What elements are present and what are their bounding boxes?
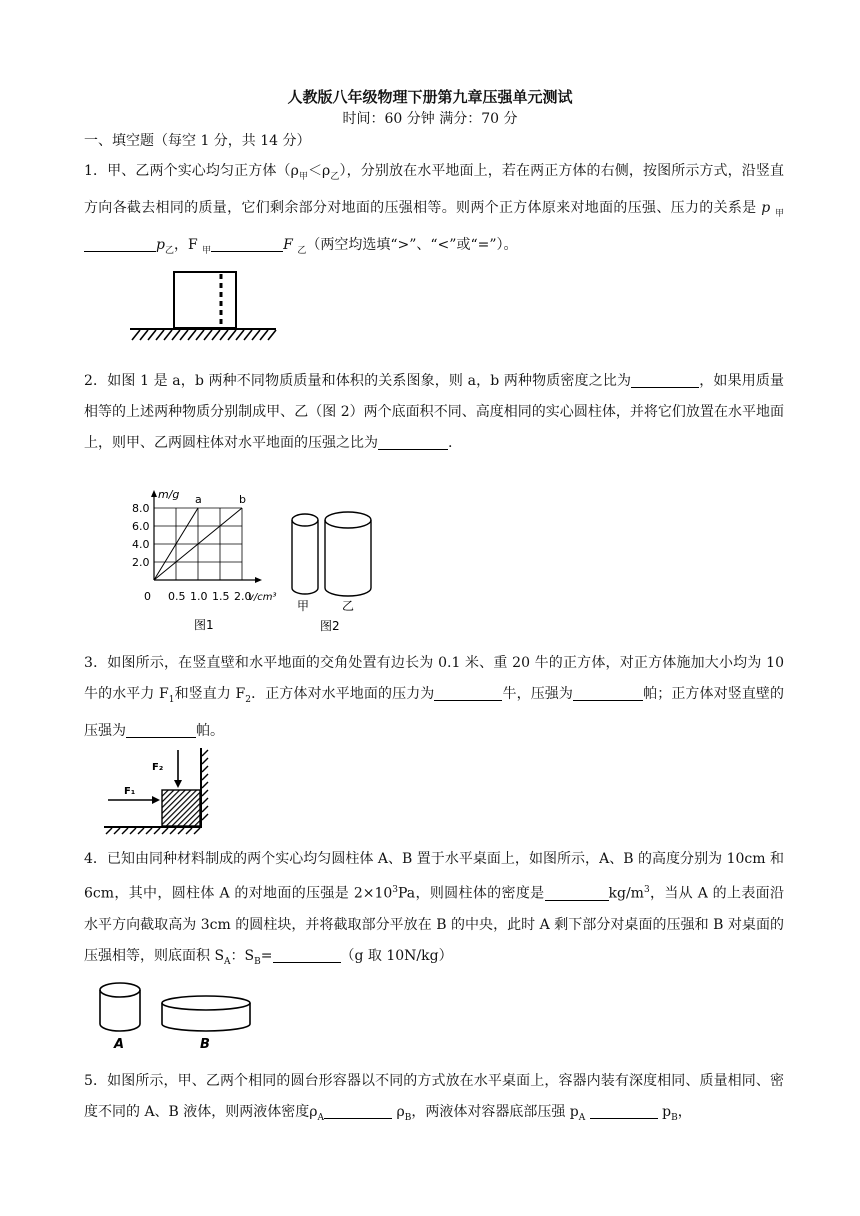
answer-blank[interactable] <box>378 433 448 450</box>
y-tick-label: 2.0 <box>132 556 150 569</box>
x-tick-label: 0.5 <box>168 590 186 603</box>
label-F2: F₂ <box>152 762 164 773</box>
force-F2-arrowhead <box>174 780 182 788</box>
answer-blank[interactable] <box>324 1102 392 1119</box>
cylinder-jia <box>292 514 318 594</box>
y-tick-label: 6.0 <box>132 520 150 533</box>
answer-blank[interactable] <box>573 684 643 701</box>
answer-blank[interactable] <box>434 684 502 701</box>
x-axis-arrow <box>255 577 262 583</box>
label-F1: F₁ <box>124 786 136 797</box>
answer-blank[interactable] <box>211 235 283 252</box>
answer-blank[interactable] <box>273 946 341 963</box>
label-yi: 乙 <box>342 599 355 613</box>
mass-volume-chart <box>126 476 286 636</box>
question-3: 3．如图所示，在竖直壁和水平地面的交角处置有边长为 0.1 米、重 20 牛的正方体，对正方体施加大小均为 10 牛的水平力 $F_1$和竖直力 $F_2$．正方体对水平地面的压力为 牛，压强为 帕；正方体对竖直壁的压强为 帕。 <box>84 655 785 739</box>
answer-blank[interactable] <box>84 235 156 252</box>
cylinder-yi <box>325 512 371 596</box>
series-label-b: b <box>239 493 246 506</box>
answer-blank[interactable] <box>545 884 609 901</box>
y-axis-label: m/g <box>158 488 180 501</box>
y-axis-arrow <box>151 490 157 497</box>
figure-1-caption: 图1 <box>194 618 214 632</box>
section-heading: 一、填空题（每空 1 分，共 14 分） <box>84 133 311 149</box>
force-F1-arrowhead <box>152 796 160 804</box>
cube <box>174 272 236 328</box>
origin-label: 0 <box>144 590 151 603</box>
answer-blank[interactable] <box>126 721 196 738</box>
question-2: 2．如图 1 是 a，b 两种不同物质质量和体积的关系图象，则 a，b 两种物质密度之比为 ，如果用质量相等的上述两种物质分别制成甲、乙（图 2）两个底面积不同、高度相同的实心圆柱体，并将它们放置在水平地面上，则甲、乙两圆柱体对水平地面的压强之比为 . <box>84 373 784 451</box>
x-tick-label: 1.5 <box>212 590 230 603</box>
figure-2-cylinders <box>286 506 386 638</box>
q3-wall-cube-figure <box>102 748 212 836</box>
label-A: A <box>114 1037 125 1052</box>
exam-meta: 时间：60 分钟 满分：70 分 <box>342 111 518 127</box>
answer-blank[interactable] <box>631 371 699 388</box>
q4-cylinders-figure <box>96 978 266 1052</box>
x-tick-label: 1.0 <box>190 590 208 603</box>
ground-hatching <box>132 330 276 340</box>
floor-hatching <box>106 828 200 834</box>
cylinder-B <box>162 996 250 1031</box>
x-axis-label: v/cm³ <box>248 592 277 603</box>
page-title: 人教版八年级物理下册第九章压强单元测试 <box>287 88 573 106</box>
cube <box>162 790 200 826</box>
figure-2-caption: 图2 <box>320 619 340 633</box>
wall-hatching <box>202 750 208 820</box>
label-jia: 甲 <box>297 599 310 613</box>
x-tick-label: 2.0 <box>234 590 252 603</box>
answer-blank[interactable] <box>590 1102 658 1119</box>
question-5: 5．如图所示，甲、乙两个相同的圆台形容器以不同的方式放在水平桌面上，容器内装有深度相同、质量相同、密度不同的 A、B 液体，则两液体密度$\rho_A$ $\rho_B$，两液体对容器底部压强 $p_A$ $p_B$， <box>84 1073 784 1123</box>
label-B: B <box>200 1037 210 1052</box>
series-label-a: a <box>195 493 202 506</box>
y-tick-label: 4.0 <box>132 538 150 551</box>
q1-cube-figure <box>128 268 278 348</box>
y-tick-label: 8.0 <box>132 502 150 515</box>
question-4: 4．已知由同种材料制成的两个实心均匀圆柱体 A、B 置于水平桌面上，如图所示，A、B 的高度分别为 10cm 和 6cm，其中，圆柱体 A 的对地面的压强是 $2\times 10^3Pa$，则圆柱体的密度是 $kg/m^3$，当从 A 的上表面沿水平方向截取高为 3cm 的圆柱块，并将截取部分平放在 B 的中央，此时 A 剩下部分对桌面的压强和 B 对桌面的压强相等，则底面积 $S_A$：$S_B= (g$ 取 10N/kg） <box>84 851 785 967</box>
question-1: 1．甲、乙两个实心均匀正方体$(\rho_甲<\rho_乙)$，分别放在水平地面上，若在两正方体的右侧，按图所示方式，沿竖直方向各截去相同的质量，它们剩余部分对地面的压强相等。则两个正方体原来对地面的压强、压力的关系是 p $_甲p_乙$，F $_甲$ F $_乙$（两空均选填“>”、“<”或“=”）。 <box>84 163 784 256</box>
cylinder-A <box>100 983 140 1031</box>
